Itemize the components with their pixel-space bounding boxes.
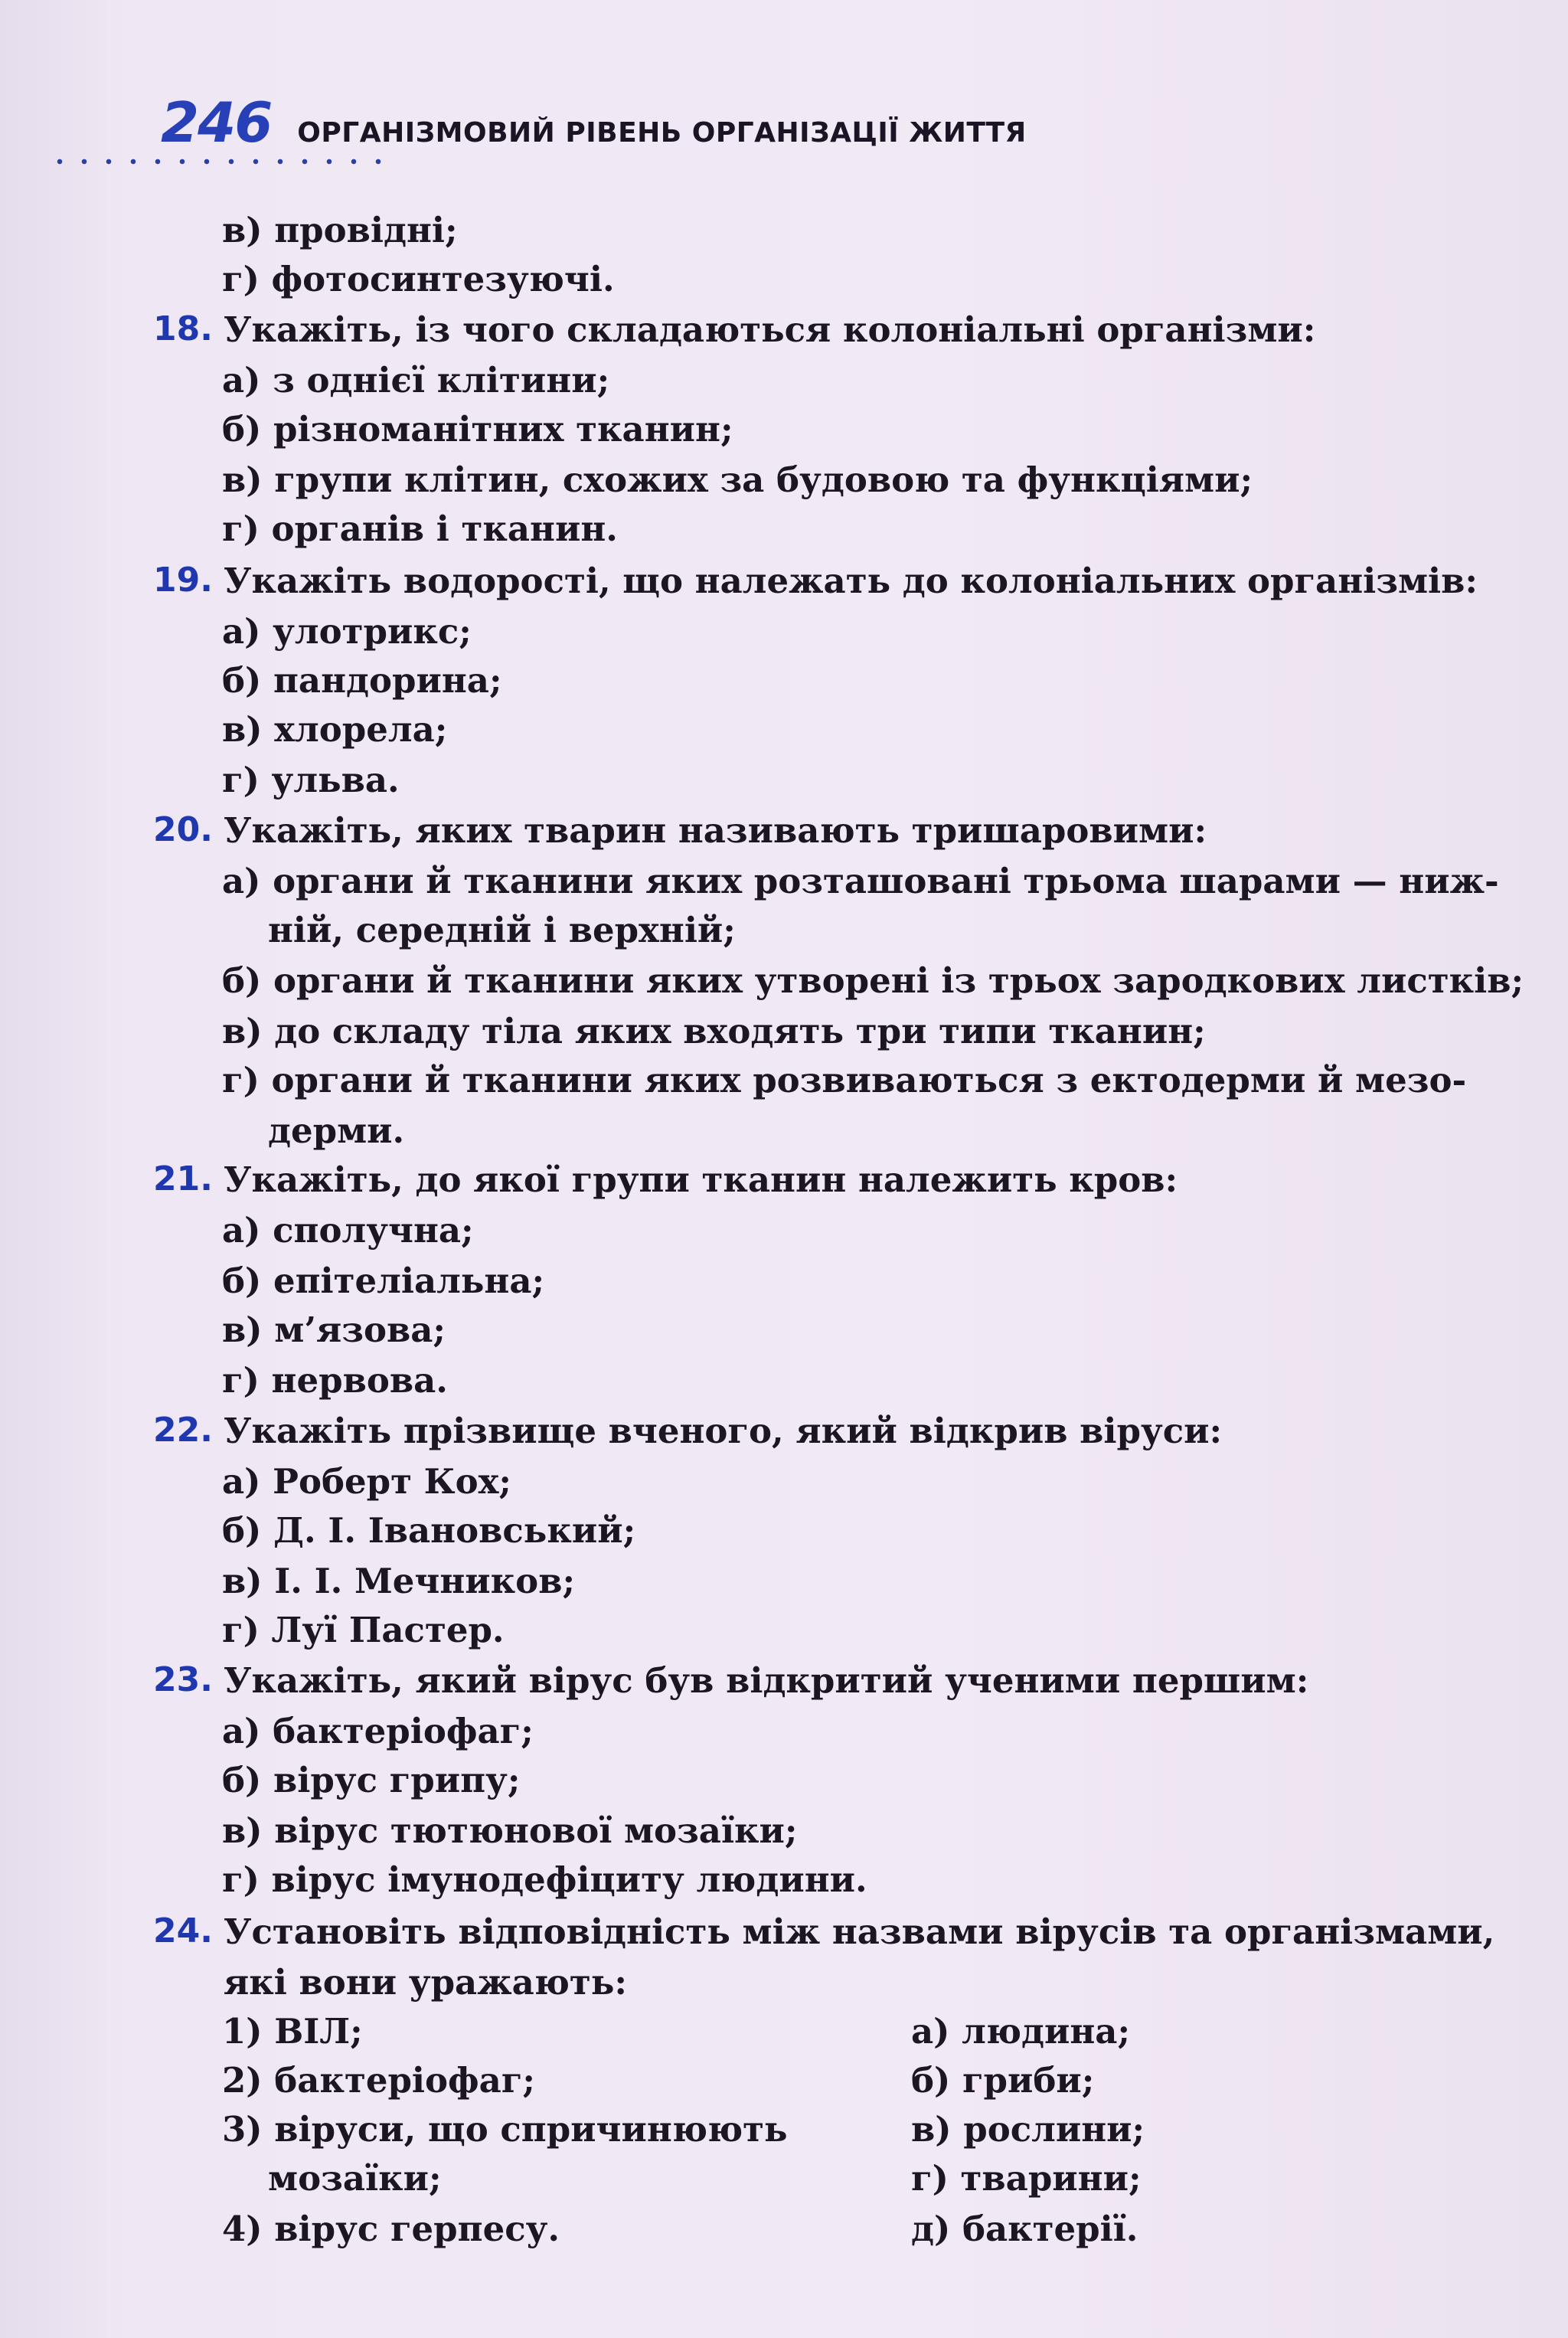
option: в) м’язова; — [222, 1310, 446, 1350]
running-title: ОРГАНІЗМОВИЙ РІВЕНЬ ОРГАНІЗАЦІЇ ЖИТТЯ — [297, 117, 1027, 149]
option: б) вірус грипу; — [222, 1760, 521, 1800]
option-prev-v: в) провідні; — [222, 210, 458, 250]
question-text: Укажіть, який вірус був відкритий ученими першим: — [224, 1660, 1309, 1701]
page-header — [161, 90, 1027, 155]
option: б) Д. І. Івановський; — [222, 1510, 636, 1551]
option: в) хлорела; — [222, 709, 448, 750]
option: а) з однієї клітини; — [222, 360, 610, 401]
option: г) нервова. — [222, 1360, 448, 1401]
match-left-item: 4) вірус герпесу. — [222, 2209, 560, 2249]
question-text-continuation: які вони уражають: — [224, 1962, 627, 2003]
option: б) епітеліальна; — [222, 1261, 545, 1301]
option: б) пандорина; — [222, 660, 502, 701]
question-number: 22. — [153, 1411, 213, 1450]
question-text: Укажіть, яких тварин називають тришаровими: — [224, 810, 1207, 851]
match-left-continuation: мозаїки; — [268, 2158, 442, 2199]
option: г) органів і тканин. — [222, 508, 618, 549]
question-number: 19. — [153, 561, 213, 600]
option: г) Луї Пастер. — [222, 1610, 505, 1650]
option: б) органи й тканини яких утворені із трьох зародкових листків; — [222, 960, 1524, 1001]
option: г) ульва. — [222, 760, 400, 800]
option: б) різноманітних тканин; — [222, 409, 733, 450]
option: а) органи й тканини яких розташовані трьома шарами — ниж- — [222, 861, 1499, 901]
match-right-item: б) гриби; — [911, 2060, 1095, 2101]
question-text: Укажіть, до якої групи тканин належить кров: — [224, 1159, 1178, 1200]
match-right-item: в) рослини; — [911, 2109, 1145, 2150]
match-left-item: 1) ВІЛ; — [222, 2011, 363, 2052]
option-continuation: дерми. — [268, 1110, 405, 1151]
option: а) бактеріофаг; — [222, 1711, 534, 1751]
page-number: 246 — [161, 90, 272, 155]
match-left-item: 3) віруси, що спричинюють — [222, 2109, 788, 2150]
match-right-item: д) бактерії. — [911, 2209, 1138, 2249]
question-text: Укажіть водорості, що належать до колоніальних організмів: — [224, 561, 1478, 601]
option-continuation: ній, середній і верхній; — [268, 910, 736, 950]
option: в) вірус тютюнової мозаїки; — [222, 1810, 798, 1851]
option-prev-g: г) фотосинтезуючі. — [222, 259, 615, 299]
option: в) до складу тіла яких входять три типи тканин; — [222, 1011, 1206, 1051]
option: в) групи клітин, схожих за будовою та функціями; — [222, 459, 1253, 500]
match-right-item: г) тварини; — [911, 2158, 1142, 2199]
question-number: 23. — [153, 1660, 213, 1699]
question-text: Укажіть, із чого складаються колоніальні організми: — [224, 309, 1316, 350]
question-text: Укажіть прізвище вченого, який відкрив віруси: — [224, 1411, 1223, 1451]
question-number: 21. — [153, 1159, 213, 1198]
option: а) Роберт Кох; — [222, 1461, 512, 1502]
option: в) І. І. Мечников; — [222, 1561, 576, 1601]
match-left-item: 2) бактеріофаг; — [222, 2060, 535, 2101]
question-text: Установіть відповідність між назвами вірусів та організмами, — [224, 1911, 1495, 1952]
question-number: 24. — [153, 1911, 213, 1951]
option: г) органи й тканини яких розвиваються з ектодерми й мезо- — [222, 1060, 1467, 1100]
match-right-item: а) людина; — [911, 2011, 1131, 2052]
option: а) сполучна; — [222, 1210, 474, 1251]
option: а) улотрикс; — [222, 611, 472, 652]
question-number: 18. — [153, 309, 213, 348]
option: г) вірус імунодефіциту людини. — [222, 1859, 867, 1900]
question-number: 20. — [153, 810, 213, 849]
dotted-divider — [47, 158, 392, 165]
